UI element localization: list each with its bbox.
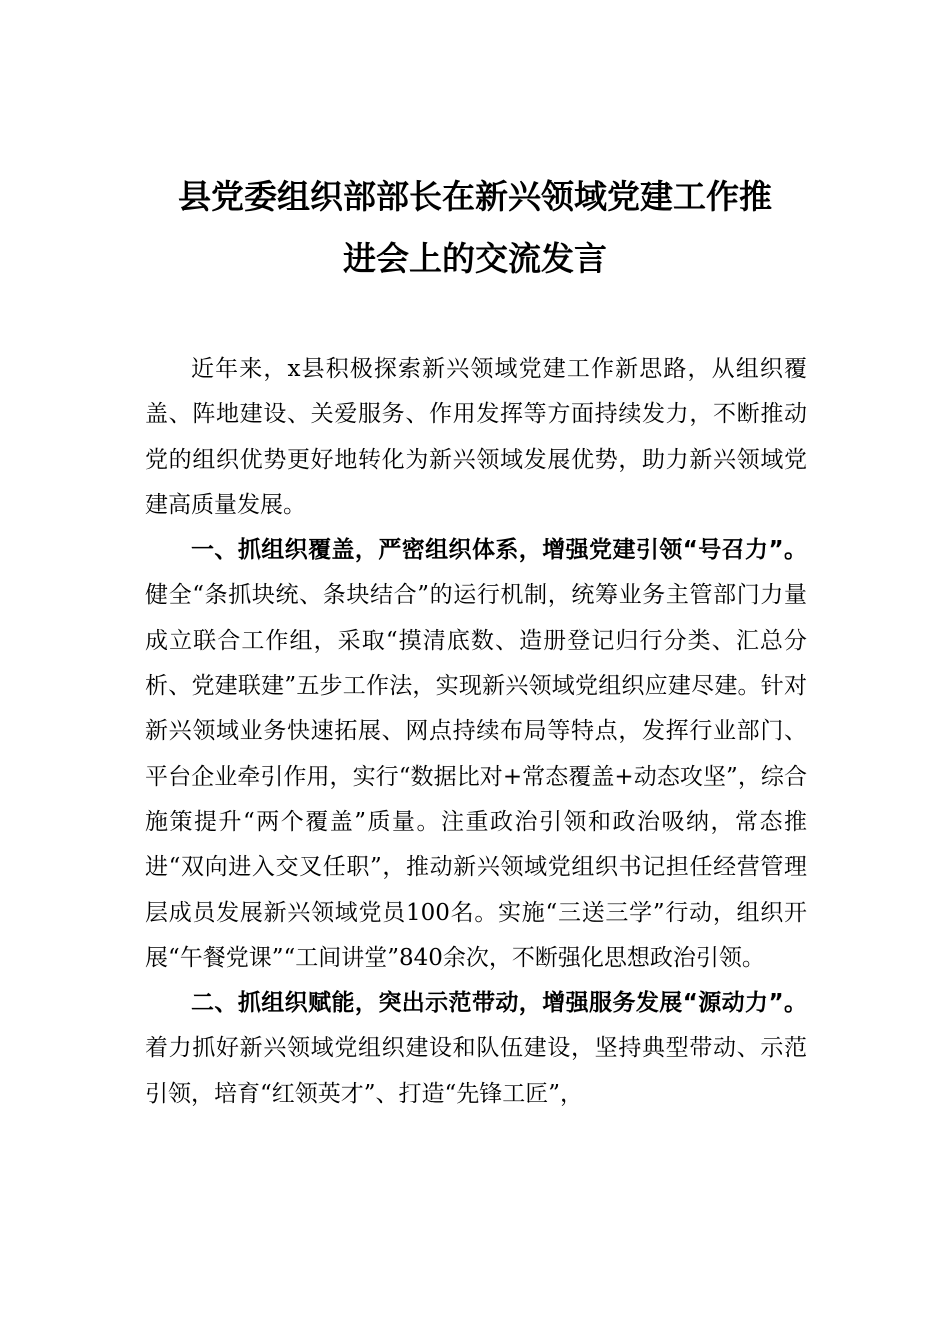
paragraph-text: 近年来，x县积极探索新兴领域党建工作新思路，从组织覆盖、阵地建设、关爱服务、作用发挥等方面持续发力，不断推动党的组织优势更好地转化为新兴领域发展优势，助力新兴领域党建高质量发展。 — [145, 356, 807, 518]
document-body — [145, 347, 807, 1117]
paragraph-intro — [145, 347, 807, 528]
paragraph-section-1 — [145, 528, 807, 981]
paragraph-section-2 — [145, 981, 807, 1117]
title-line-1: 县党委组织部部长在新兴领域党建工作推 — [178, 177, 772, 216]
section-heading: 二、抓组织赋能，突出示范带动，增强服务发展“源动力”。 — [191, 990, 807, 1017]
document-title — [140, 166, 810, 290]
paragraph-text: 着力抓好新兴领域党组织建设和队伍建设，坚持典型带动、示范引领，培育“红领英才”、打造“先锋工匠”， — [145, 1035, 807, 1107]
paragraph-text: 健全“条抓块统、条块结合”的运行机制，统筹业务主管部门力量成立联合工作组，采取“摸清底数、造册登记归行分类、汇总分析、党建联建”五步工作法，实现新兴领域党组织应建尽建。针对新兴领域业务快速拓展、网点持续布局等特点，发挥行业部门、平台企业牵引作用，实行“数据比对+常态覆盖+动态攻坚”，综合施策提升“两个覆盖”质量。注重政治引领和政治吸纳，常态推进“双向进入交叉任职”，推动新兴领域党组织书记担任经营管理层成员发展新兴领域党员100名。实施“三送三学”行动，组织开展“午餐党课”“工间讲堂”840余次，不断强化思想政治引领。 — [145, 582, 807, 971]
section-heading: 一、抓组织覆盖，严密组织体系，增强党建引领“号召力”。 — [191, 537, 807, 564]
title-line-2: 进会上的交流发言 — [343, 239, 607, 278]
